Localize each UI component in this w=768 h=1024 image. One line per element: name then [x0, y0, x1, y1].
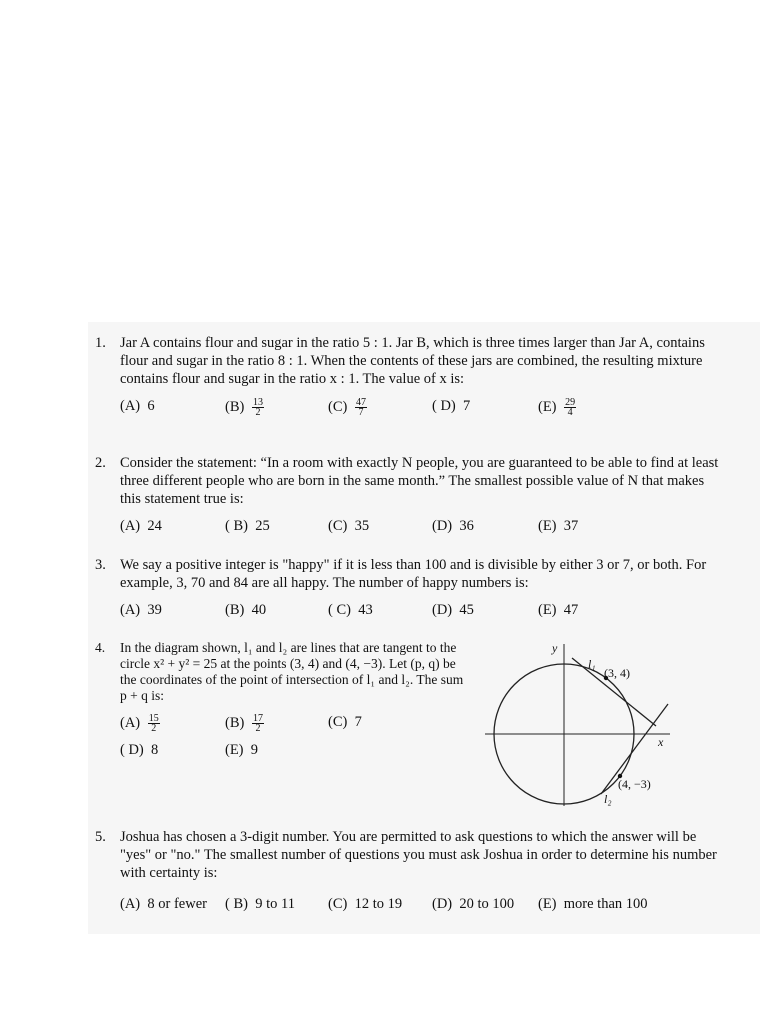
question-2: [95, 454, 718, 508]
question-text: We say a positive integer is "happy" if it is less than 100 and is divisible by either 3 or 7, or both. For example, 3, 70 and 84 are all happy. The number of happy numbers is:: [120, 557, 707, 591]
question-number: 4.: [95, 640, 106, 655]
option-a: (A) 8 or fewer: [120, 896, 207, 912]
option-c: ( C) 43: [328, 602, 373, 618]
question-text: In the diagram shown, l₁ and l₂ are lines that are tangent to the circle x² + y² = 25 at the points (3, 4) and (4, −3). Let (p, q) be the coordinates of the point of intersection of l₁ and l₂. The sum p + q is:: [120, 640, 464, 703]
tangent-lines-diagram: [480, 636, 680, 816]
question-1: [95, 334, 705, 388]
option-e: (E) 47: [538, 602, 579, 618]
option-d: ( D) 8: [120, 742, 159, 758]
point-1-label: (3, 4): [604, 666, 630, 680]
question-number: 3.: [95, 557, 106, 573]
option-a: (A) 6: [120, 398, 155, 414]
point-2-label: (4, −3): [618, 777, 651, 791]
option-d: (D) 20 to 100: [432, 896, 515, 912]
option-d: (D) 45: [432, 602, 474, 618]
y-axis-label: y: [552, 641, 558, 655]
question-text: Consider the statement: “In a room with exactly N people, you are guaranteed to be able to find at least three different people who are born in the same month.” The smallest possible value of N that makes this statement true is:: [120, 455, 719, 507]
option-b: (B) $\frac{13}{2}$: [225, 397, 263, 418]
option-c: (C) 12 to 19: [328, 896, 403, 912]
option-e: (E) 9: [225, 742, 259, 758]
option-b: (B) 40: [225, 602, 267, 618]
option-e: (E) 37: [538, 518, 579, 534]
option-c: (C) 7: [328, 714, 362, 730]
option-c: (C) $\frac{47}{7}$: [328, 397, 366, 418]
option-e: (E) more than 100: [538, 896, 648, 912]
x-axis-label: x: [658, 735, 664, 749]
question-number: 5.: [95, 829, 106, 845]
question-number: 1.: [95, 335, 106, 351]
option-b: ( B) 25: [225, 518, 270, 534]
question-4: [95, 640, 463, 704]
option-a: (A) 24: [120, 518, 162, 534]
l2-label: l₂: [604, 792, 612, 806]
option-e: (E) $\frac{29}{4}$: [538, 397, 576, 418]
option-b: (B) $\frac{17}{2}$: [225, 713, 263, 734]
question-3: [95, 556, 706, 592]
option-d: ( D) 7: [432, 398, 471, 414]
option-b: ( B) 9 to 11: [225, 896, 295, 912]
option-d: (D) 36: [432, 518, 474, 534]
option-a: (A) 39: [120, 602, 162, 618]
option-c: (C) 35: [328, 518, 370, 534]
question-5: [95, 828, 717, 882]
option-a: (A) $\frac{15}{2}$: [120, 713, 159, 734]
question-text: Joshua has chosen a 3-digit number. You are permitted to ask questions to which the answer will be "yes" or "no." The smallest number of questions you must ask Joshua in order to determine his number with certainty is:: [120, 829, 717, 881]
l1-label: l₁: [588, 657, 596, 671]
question-number: 2.: [95, 455, 106, 471]
question-text: Jar A contains flour and sugar in the ratio 5 : 1. Jar B, which is three times larger than Jar A, contains flour and sugar in the ratio 8 : 1. When the contents of these jars are combined, the resulting mixture contains flour and sugar in the ratio x : 1. The value of x is:: [120, 335, 705, 387]
